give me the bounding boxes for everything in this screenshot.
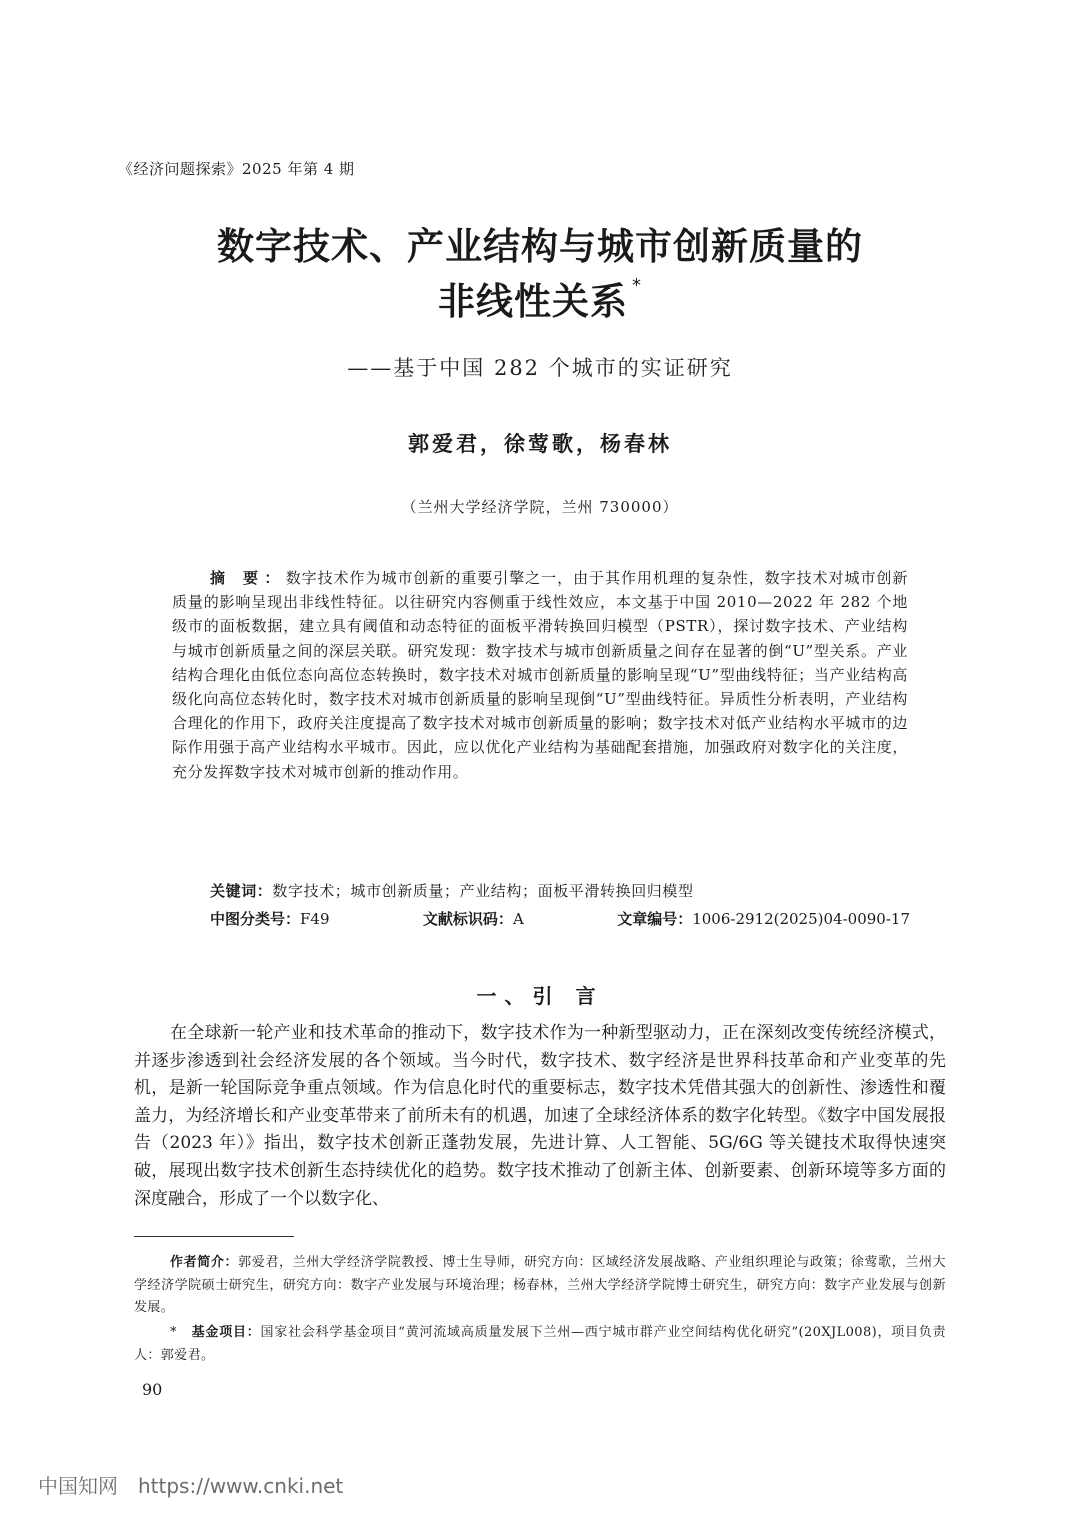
page-number: 90 [142,1380,163,1399]
watermark-url: https://www.cnki.net [138,1474,344,1498]
funding-marker: * [170,1325,177,1340]
keywords-text: 数字技术；城市创新质量；产业结构；面板平滑转换回归模型 [272,882,694,900]
journal-header: 《经济问题探索》2025 年第 4 期 [118,160,355,178]
cnki-watermark [38,1470,343,1499]
article-number-label: 文章编号： [617,910,693,928]
author-list: 郭爱君，徐莺歌，杨春林 [408,431,672,456]
article-title-line-2 [0,271,1080,325]
abstract [172,566,908,784]
keywords [210,880,694,901]
body-paragraph: 在全球新一轮产业和技术革命的推动下，数字技术作为一种新型驱动力，正在深刻改变传统经济模式，并逐步渗透到社会经济发展的各个领域。当今时代，数字技术、数字经济是世界科技革命和产业变革的先机，是新一轮国际竞争重点领域。作为信息化时代的重要标志，数字技术凭借其强大的创新性、渗透性和覆盖力，为经济增长和产业变革带来了前所未有的机遇，加速了全球经济体系的数字化转型。《数字中国发展报告（2023 年）》指出，数字技术创新正蓬勃发展，先进计算、人工智能、5G/6G 等关键技术取得快速突破，展现出数字技术创新生态持续优化的趋势。数字技术推动了创新主体、创新要素、创新环境等多方面的深度融合，形成了一个以数字化、 [134,1023,946,1209]
classification-line [210,908,910,929]
article-subtitle: ——基于中国 282 个城市的实证研究 [347,356,733,380]
document-code-label: 文献标识码： [422,910,513,928]
article-number [617,908,910,929]
clc-value: F49 [300,910,330,928]
document-code [423,908,524,929]
title-footnote-marker: * [632,275,642,296]
clc-code [210,908,330,929]
watermark-brand: 中国知网 [38,1474,118,1498]
author-bio-text: 郭爱君，兰州大学经济学院教授、博士生导师，研究方向：区域经济发展战略、产业组织理论与政策；徐莺歌，兰州大学经济学院硕士研究生，研究方向：数字产业发展与环境治理；杨春林，兰州大学经济学院博士研究生，研究方向：数字产业发展与创新发展。 [134,1255,946,1315]
abstract-label: 摘 要： [210,569,286,587]
footnote-divider [134,1236,294,1237]
article-title-line-2-text: 非线性关系 [438,280,628,323]
keywords-label: 关键词： [210,882,273,900]
affiliation: （兰州大学经济学院，兰州 730000） [401,498,679,516]
funding-text: 国家社会科学基金项目“黄河流域高质量发展下兰州—西宁城市群产业空间结构优化研究”(20XJL008)，项目负责人：郭爱君。 [134,1325,946,1363]
funding-footnote [134,1322,946,1367]
author-bio-label: 作者简介： [170,1255,239,1270]
author-bio-footnote [134,1252,946,1320]
clc-label: 中图分类号： [210,910,301,928]
document-code-value: A [512,910,524,928]
article-title-line-1: 数字技术、产业结构与城市创新质量的 [217,225,863,268]
funding-label: 基金项目： [191,1325,261,1340]
abstract-text: 数字技术作为城市创新的重要引擎之一，由于其作用机理的复杂性，数字技术对城市创新质量的影响呈现出非线性特征。以往研究内容侧重于线性效应，本文基于中国 2010—2022 年 282 个地级市的面板数据，建立具有阈值和动态特征的面板平滑转换回归模型（PSTR），探讨数字技术、产业结构与城市创新质量之间的深层关联。研究发现：数字技术与城市创新质量之间存在显著的倒“U”型关系。产业结构合理化由低位态向高位态转换时，数字技术对城市创新质量的影响呈现“U”型曲线特征；当产业结构高级化向高位态转化时，数字技术对城市创新质量的影响呈现倒“U”型曲线特征。异质性分析表明，产业结构合理化的作用下，政府关注度提高了数字技术对城市创新质量的影响；数字技术对低产业结构水平城市的边际作用强于高产业结构水平城市。因此，应以优化产业结构为基础配套措施，加强政府对数字化的关注度，充分发挥数字技术对城市创新的推动作用。 [172,569,908,781]
article-number-value: 1006-2912(2025)04-0090-17 [692,910,910,928]
section-heading: 一、引 言 [476,984,604,1008]
